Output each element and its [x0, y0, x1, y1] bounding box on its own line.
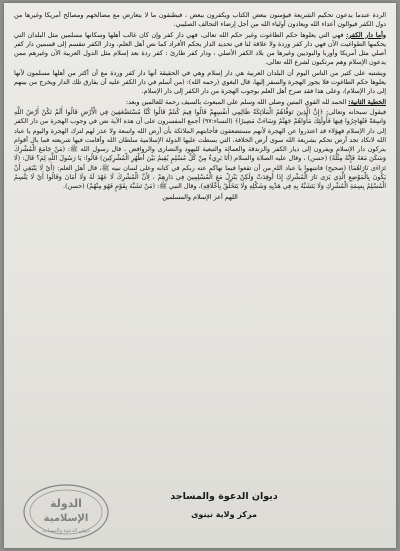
- dawa-office-label: ديوان الدعوة والمساجد: [170, 491, 278, 502]
- document-page: [4, 3, 396, 548]
- islamic-state-seal-icon: [18, 480, 114, 544]
- second-sermon-heading: الخطبة الثانية:: [348, 97, 386, 106]
- paragraph-4: الخطبة الثانية: الحمد لله القوي المتين وصلى الله وسلم على المبعوث بالسيف رحمة للعالمين وبعد:: [125, 97, 386, 106]
- seal-line-1: الدولة: [50, 497, 82, 510]
- paragraph-5: فيقول سبحانه وتعالى: ﴿إِنَّ الَّذِينَ تَوَفَّاهُمُ الْمَلَائِكَةُ ظَالِمِي أَنفُسِهِمْ قَالُوا فِيمَ كُنتُمْ قَالُوا كُنَّا مُسْتَضْعَفِينَ فِي الْأَرْضِ قَالُوا أَلَمْ تَكُنْ أَرْضُ اللَّهِ وَاسِعَةً فَتُهَاجِرُوا فِيهَا فَأُولَٰئِكَ مَأْوَاهُمْ جَهَنَّمُ وَسَاءَتْ مَصِيرًا﴾ (النساء:٩٧) أجمع المفسرون على أن هذه الآية نص في وجوب الهجرة من دار الكفر إلى دار الإسلام فهؤلاء قد اعتذروا عن الهجرة لأنهم مستضعفون فأجابتهم الملائكة بأن أرض الله واسعة ولا عذر لهم لترك الهجرة واليوم يا عباد الله لانكاد تجد أرض تحكم بشريعة الله سوى أرض الخلافة، التي بسطت عليها الدولة الإسلامية سلطان الله وأقامت فيها شريعته فما بال أقوام يتركون دار الإسلام ويفرون إلى ديار الكفر والزندقة والعمالة والتبعية لليهود والنصارى والروافض ، قال رسول الله ﷺ: (مَنْ جَامَعَ الْمُشْرِكَ وَسَكَنَ مَعَهُ فَإِنَّهُ مِثْلُهُ) (حسن) ، وقال عليه الصلاة والسلام (أَنَا بَرِيءٌ مِنْ كُلِّ مُسْلِمٍ يُقِيمُ بَيْنَ أَظْهُرِ الْمُشْرِكِينَ) قَالُوا: يَا رَسُولَ اللَّهِ لِمَ؟ قَالَ: (لَا تَرَاءَى نَارَاهُمَا) (صحيح) فانتبهوا يا عباد الله من أن تقعوا فيما نهاكم عنه ربكم في كتابه وعلى لسان نبيه ﷺ، قال أهل العلم: (أَيْ لَا يَنْبَغِي أَنْ يَكُونَ بِالْمَوْضِعِ الَّذِي يَرَى نَارَ الْمُشْرِكِ إِذَا أُوقِدَتْ وَلَكِنْ يَنْزِلُ مَعَ الْمُسْلِمِينَ فِي دَارِهِمْ ، لِأَنَّ الْمُشْرِكَ لَا عَهْدَ لَهُ وَلَا أَمَانَ وَقَالُوا أَيْ لَا يَتَّسِمُ الْمُسْلِمُ بِسِمَةِ الْمُشْرِكِ وَلَا يَتَشَبَّهُ بِهِ فِي هَدْيِهِ وَشَكْلِهِ وَلَا يَتَخَلَّقُ بِأَخْلَاقِهِ)، وقال النبي ﷺ: (مَنْ تَشَبَّهَ بِقَوْمٍ فَهُوَ مِنْهُمْ) (حسن).: [14, 107, 386, 191]
- paragraph-1: الردة عندما يدعون تحكيم الشريعة فيؤمنون ببعض الكتاب ويكفرون ببعض ، فيطبقون ما لا يتعارض مع مصالحهم ومصالح أمريكا وغيرها من دول الكفر فيوالون أعداء الله ويعادون أولياء الله من أجل إرضاء التحالف الصليبي.: [14, 11, 386, 29]
- sermon-text: [14, 11, 386, 478]
- province-center-label: مركز ولاية نينوى: [191, 510, 257, 519]
- seal-line-3: ديوان الدعوة والمساجد: [41, 528, 91, 534]
- document-footer: [4, 476, 396, 548]
- closing-supplication: اللهم أعز الإسلام والمسلمين: [162, 192, 238, 201]
- dar-alkufr-heading: وأما دار الكفر:: [346, 30, 386, 39]
- seal-line-2: الإسلامية: [43, 513, 89, 524]
- paragraph-3: ويشتبه على كثير من الناس اليوم أن البلدان العربية هي دار إسلام وهي في الحقيقة أنها دار كفر وردة مع أن أكثر من أهلها مسلمون لأنها يعلوها حكم الطاغوت فلا يجوز الهجرة والسفر إليها، قال البغوي (رحمه الله): (من أسلم في دار الكفر عليه أن يفارق تلك الدار ويخرج من بينهم إلى دار الإسلام)، وعلى هذا فقد صرح أهل العلم بوجوب الهجرة من دار الكفر إلى دار الإسلام.: [14, 68, 386, 96]
- paragraph-2: وأما دار الكفر: فهي التي يعلوها حكم الطاغوت وغير حكم الله تعالى، فهي دار كفر وإن كان غالب أهلها وسكانها مسلمين مثل البلدان التي يحكمها الطواغيت الآن فهي دار كفر وردة ولا علاقة لنا في تحديد الدار بحكم الأفراد كما نص أهل العلم، ودار الكفر تنقسم إلى قسمين دار كفر أصلي مثل أمريكا وأوربا والبوذيين وغيرها من بلاد الكفر الأصلي ، ودار كفر طارئ : كفر ردة بعد إسلام مثل الدول العربية الآن وغيرهم ممن يدعون الإسلام وهم مرتكبون لشرع الله تعالى.: [14, 30, 386, 67]
